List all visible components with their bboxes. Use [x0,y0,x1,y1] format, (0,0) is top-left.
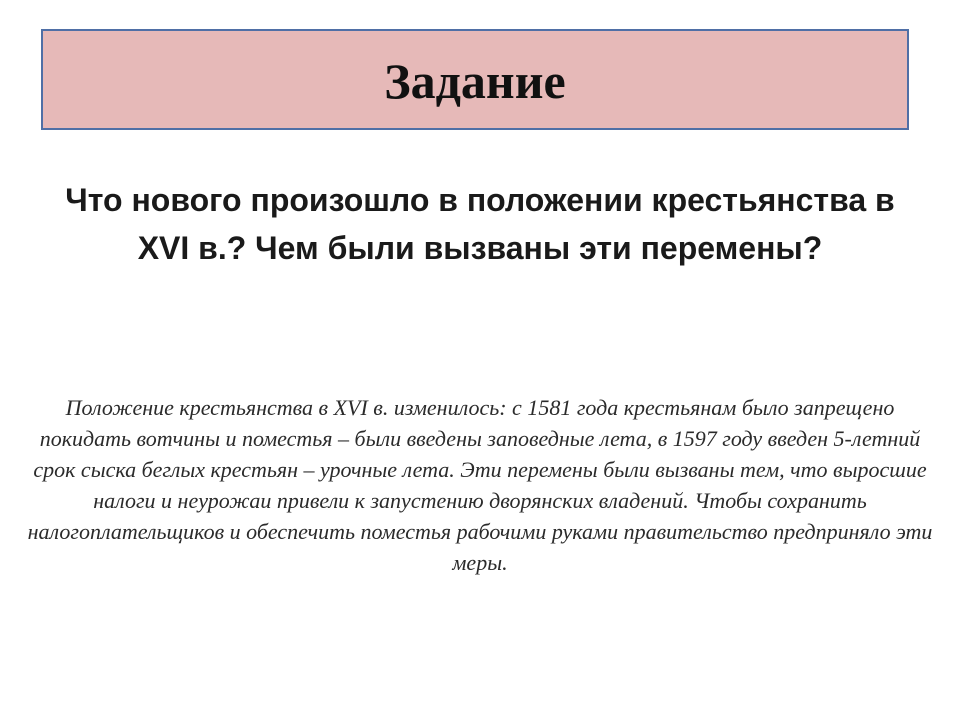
task-question: Что нового произошло в положении крестьянства в XVI в.? Чем были вызваны эти перемены? [65,182,895,266]
task-answer: Положение крестьянства в XVI в. изменилось: с 1581 года крестьянам было запрещено покидать вотчины и поместья – были введены заповедные лета, в 1597 году введен 5-летний срок сыска беглых крестьян – урочные лета. Эти перемены были вызваны тем, что выросшие налоги и неурожаи привели к запустению дворянских владений. Чтобы сохранить налогоплательщиков и обеспечить поместья рабочими руками правительство предприняло эти меры. [27,395,933,575]
slide-title: Задание [384,52,566,109]
slide-title-box [41,29,909,130]
